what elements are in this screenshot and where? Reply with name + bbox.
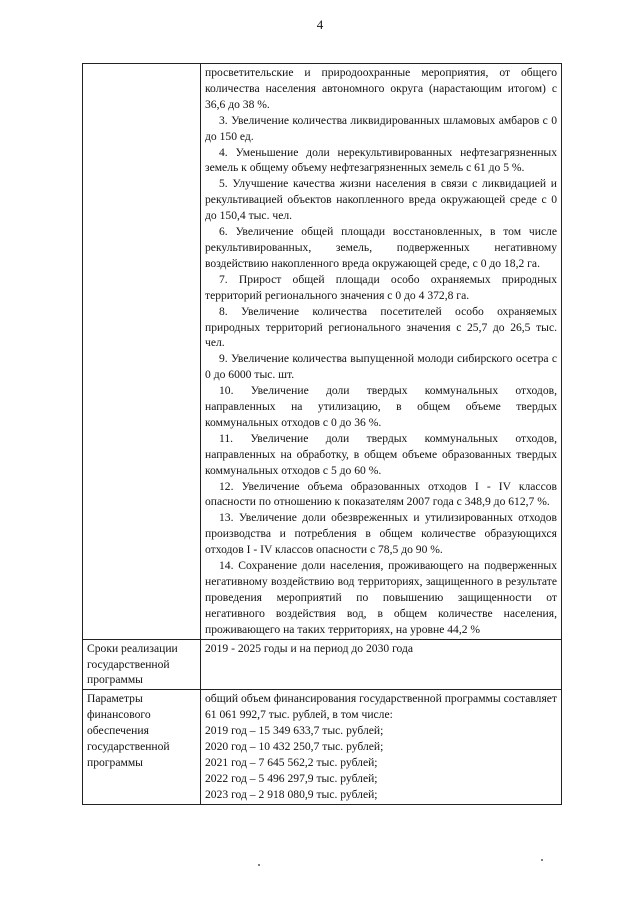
financing-year-2019: 2019 год – 15 349 633,7 тыс. рублей; <box>205 724 384 738</box>
indicator-item: 3. Увеличение количества ликвидированных шламовых амбаров с 0 до 150 ед. <box>205 113 557 143</box>
indicator-item: 13. Увеличение доли обезвреженных и утилизированных отходов производства и потребления в общем количестве образующихся отходов I - IV классов опасности с 78,5 до 90 %. <box>205 511 557 557</box>
financing-label: Параметры финансового обеспечения государственной программы <box>83 690 201 804</box>
indicator-continuation: просветительские и природоохранные мероприятия, от общего количества населения автономного округа (нарастающим итогом) с 36,6 до 38 %. <box>205 66 557 111</box>
indicator-item: 10. Увеличение доли твердых коммунальных отходов, направленных на утилизацию, в общем объеме твердых коммунальных отходов с 0 до 36 %. <box>205 384 557 429</box>
indicator-item: 8. Увеличение количества посетителей особо охраняемых природных территорий регионального значения с 25,7 до 26,5 тыс. чел. <box>205 304 557 350</box>
page-number: 4 <box>316 17 324 32</box>
scan-speck <box>258 864 260 866</box>
timeline-label: Сроки реализации государственной программы <box>83 639 201 690</box>
indicators-row <box>83 64 562 640</box>
financing-value <box>201 690 562 804</box>
indicator-item: 5. Улучшение качества жизни населения в связи с ликвидацией и рекультивацией объектов накопленного вреда окружающей среде с 0 до 150,4 тыс. чел. <box>205 177 557 223</box>
financing-row <box>83 690 562 804</box>
timeline-value <box>201 639 562 690</box>
indicators-label-cell <box>83 64 201 640</box>
financing-year-2022: 2022 год – 5 496 297,9 тыс. рублей; <box>205 771 378 785</box>
indicator-item: 7. Прирост общей площади особо охраняемых природных территорий регионального значения с 0 до 4 372,8 га. <box>205 272 557 302</box>
financing-intro: общий объем финансирования государственной программы составляет 61 061 992,7 тыс. рублей, в том числе: <box>205 692 557 722</box>
indicator-item: 14. Сохранение доли населения, проживающего на подверженных негативному воздействию вод территориях, защищенного в результате проведения мероприятий по повышению защищенности от негативного воздействия вод, в общем количестве населения, проживающего на таких территориях, на уровне 44,2 % <box>205 559 557 636</box>
passport-table <box>82 63 562 805</box>
scan-speck <box>541 859 543 861</box>
timeline-text: 2019 - 2025 годы и на период до 2030 года <box>205 641 414 655</box>
indicator-item: 12. Увеличение объема образованных отходов I - IV классов опасности по отношению к показателям 2007 года с 348,9 до 612,7 %. <box>205 479 557 509</box>
indicator-item: 11. Увеличение доли твердых коммунальных отходов, направленных на обработку, в общем объеме образованных твердых коммунальных отходов с 5 до 60 %. <box>205 431 557 477</box>
indicator-item: 9. Увеличение количества выпущенной молоди сибирского осетра с 0 до 6000 тыс. шт. <box>205 352 557 382</box>
financing-year-2021: 2021 год – 7 645 562,2 тыс. рублей; <box>205 755 378 769</box>
indicator-item: 4. Уменьшение доли нерекультивированных нефтезагрязненных земель к общему объему нефтезагрязненных земель с 61 до 5 %. <box>205 145 557 175</box>
financing-year-2023: 2023 год – 2 918 080,9 тыс. рублей; <box>205 787 378 801</box>
indicator-item: 6. Увеличение общей площади восстановленных, в том числе рекультивированных, земель, подверженных негативному воздействию накопленного вреда окружающей среде, с 0 до 18,2 га. <box>205 225 557 270</box>
financing-year-2020: 2020 год – 10 432 250,7 тыс. рублей; <box>205 740 384 754</box>
timeline-row <box>83 639 562 690</box>
indicators-value-cell <box>201 64 562 640</box>
